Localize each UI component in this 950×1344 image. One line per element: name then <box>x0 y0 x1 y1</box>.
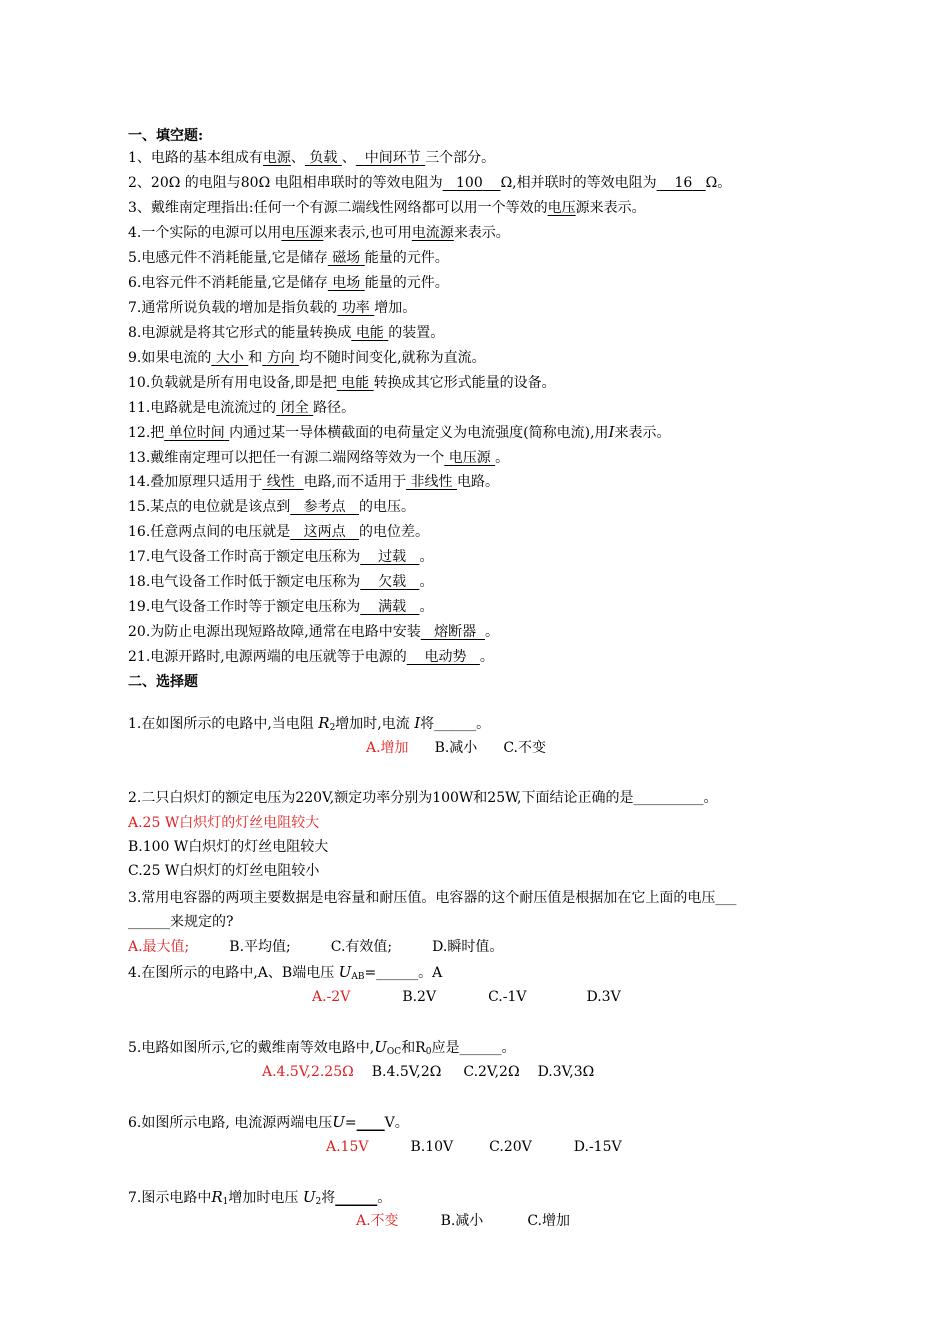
fill-q17: 17.电气设备工作时高于额定电压称为 过载 。 <box>128 549 434 565</box>
choice-q4-options <box>312 987 621 1007</box>
fill-q16: 16.任意两点间的电压就是 这两点 的电位差。 <box>128 524 429 540</box>
choice-q1-options <box>366 738 546 758</box>
option: C.-1V <box>488 989 527 1005</box>
choice-q2: 2.二只白炽灯的额定电压为220V,额定功率分别为100W和25W,下面结论正确的是__________。 <box>128 790 718 806</box>
choice-q7: 7.图示电路中$R_1$增加时电压 $U_2$将______。 <box>128 1188 392 1207</box>
fill-q19: 19.电气设备工作时等于额定电压称为 满载 。 <box>128 599 434 615</box>
option: B.减小 <box>434 740 478 756</box>
option-correct: A.不变 <box>356 1213 399 1229</box>
option: D.瞬时值。 <box>432 939 504 955</box>
answer-blank: 非线性 <box>410 474 453 490</box>
option-correct: A.4.5V,2.25Ω <box>262 1064 354 1080</box>
fill-q18: 18.电气设备工作时低于额定电压称为 欠载 。 <box>128 574 434 590</box>
fill-q2: 2、20Ω 的电阻与80Ω 电阻相串联时的等效电阻为 100 Ω,相并联时的等效电阻为 16 Ω。 <box>128 175 732 191</box>
choice-q4: 4.在图所示的电路中,A、B端电压 $U_{AB}=\_\_\_\_\_\_$。A <box>128 963 443 982</box>
fill-q15: 15.某点的电位就是该点到 参考点 的电压。 <box>128 499 415 515</box>
answer-blank: 电动势 <box>424 649 467 665</box>
fill-q8: 8.电源就是将其它形式的能量转换成 电能 的装置。 <box>128 325 445 341</box>
fill-q5: 5.电感元件不消耗能量,它是储存 磁场 能量的元件。 <box>128 250 449 266</box>
fill-q3: 3、戴维南定理指出:任何一个有源二端线性网络都可以用一个等效的电压源来表示。 <box>128 200 646 216</box>
fill-q7: 7.通常所说负载的增加是指负载的 功率 增加。 <box>128 300 417 316</box>
answer-blank: 电能 <box>355 325 384 341</box>
answer-blank: 熔断器 <box>434 624 477 640</box>
answer-blank: 电场 <box>332 275 361 291</box>
fill-q20: 20.为防止电源出现短路故障,通常在电路中安装 熔断器 。 <box>128 624 499 640</box>
answer-blank: 磁场 <box>332 250 361 266</box>
fill-q1: 1、电路的基本组成有电源、 负载 、 中间环节 三个部分。 <box>128 150 496 166</box>
option: B.2V <box>402 989 437 1005</box>
choice-q5: 5.电路如图所示,它的戴维南等效电路中$,U_{OC}$和$R_0$应是______。 <box>128 1038 516 1057</box>
fill-q6: 6.电容元件不消耗能量,它是储存 电场 能量的元件。 <box>128 275 449 291</box>
answer-blank: 电流源 <box>411 225 454 241</box>
choice-q3-options <box>128 937 503 957</box>
option-correct: A.最大值; <box>128 939 190 955</box>
option: C.不变 <box>503 740 546 756</box>
answer-blank: 这两点 <box>303 524 346 540</box>
answer-blank: 16 <box>674 175 693 191</box>
option: D.3V,3Ω <box>537 1064 595 1080</box>
answer-blank: 过载 <box>378 549 407 565</box>
option: B.平均值; <box>229 939 291 955</box>
option: C.20V <box>489 1139 532 1155</box>
option-correct: A.增加 <box>366 740 409 756</box>
answer-blank: 电压 <box>547 200 576 216</box>
answer-blank: 大小 <box>215 350 244 366</box>
choice-q6-options <box>326 1137 622 1157</box>
fill-q10: 10.负载就是所有用电设备,即是把 电能 转换成其它形式能量的设备。 <box>128 375 556 391</box>
answer-blank: 电能 <box>341 375 370 391</box>
option: C.有效值; <box>330 939 393 955</box>
answer-blank: 负载 <box>309 150 338 166</box>
option: B.10V <box>410 1139 454 1155</box>
answer-blank: 参考点 <box>303 499 346 515</box>
fill-q21: 21.电源开路时,电源两端的电压就等于电源的 电动势 。 <box>128 649 494 665</box>
choice-q5-options <box>262 1062 594 1082</box>
option-correct: A.15V <box>326 1139 369 1155</box>
answer-blank: ______ <box>335 1190 378 1206</box>
choice-q6: 6.如图所示电路, 电流源两端电压U=____V。 <box>128 1113 409 1131</box>
option: B.100 W白炽灯的灯丝电阻较大 <box>128 839 329 855</box>
fill-q9: 9.如果电流的 大小 和 方向 均不随时间变化,就称为直流。 <box>128 350 486 366</box>
fill-q4: 4.一个实际的电源可以用电压源来表示,也可用电流源来表示。 <box>128 225 510 241</box>
fill-q14: 14.叠加原理只适用于 线性 电路,而不适用于 非线性 电路。 <box>128 474 499 490</box>
option-correct: A.-2V <box>312 989 351 1005</box>
answer-blank: 电压源 <box>448 450 491 466</box>
answer-blank: ____ <box>356 1115 385 1131</box>
section1-title: 一、填空题: <box>128 128 204 144</box>
option: C.2V,2Ω <box>463 1064 520 1080</box>
answer-blank: 电源 <box>262 150 291 166</box>
answer-blank: 100 <box>456 175 483 191</box>
current-symbol: I <box>608 423 615 441</box>
answer-blank: 电压源 <box>281 225 324 241</box>
option: C.增加 <box>527 1213 570 1229</box>
answer-blank: 满载 <box>378 599 407 615</box>
choice-q3-line1: 3.常用电容器的两项主要数据是电容量和耐压值。电容器的这个耐压值是根据加在它上面的电压___ <box>128 890 737 906</box>
answer-blank: 方向 <box>266 350 295 366</box>
answer-blank: 欠载 <box>378 574 407 590</box>
choice-q7-options <box>356 1211 570 1231</box>
option: D.-15V <box>573 1139 622 1155</box>
option-correct: A.25 W白炽灯的灯丝电阻较大 <box>128 815 320 831</box>
answer-blank: 中间环节 <box>364 150 421 166</box>
answer-blank: 闭全 <box>280 400 309 416</box>
option: C.25 W白炽灯的灯丝电阻较小 <box>128 863 320 879</box>
option: B.减小 <box>440 1213 484 1229</box>
choice-q1: 1.在如图所示的电路中,当电阻 $R_2$增加时,电流 I将______。 <box>128 714 491 733</box>
fill-q11: 11.电路就是电流流过的 闭全 路径。 <box>128 400 356 416</box>
answer-blank: 单位时间 <box>168 425 225 441</box>
fill-q13: 13.戴维南定理可以把任一有源二端网络等效为一个 电压源 。 <box>128 450 510 466</box>
answer-blank: 功率 <box>341 300 370 316</box>
answer-blank: 线性 <box>266 474 295 490</box>
option: B.4.5V,2Ω <box>371 1064 442 1080</box>
fill-q12: 12.把 单位时间 内通过某一导体横截面的电荷量定义为电流强度(简称电流),用I来表示。 <box>128 423 671 441</box>
section2-title: 二、选择题 <box>128 674 198 690</box>
choice-q3-line2: ______来规定的? <box>128 914 234 930</box>
option: D.3V <box>586 989 621 1005</box>
